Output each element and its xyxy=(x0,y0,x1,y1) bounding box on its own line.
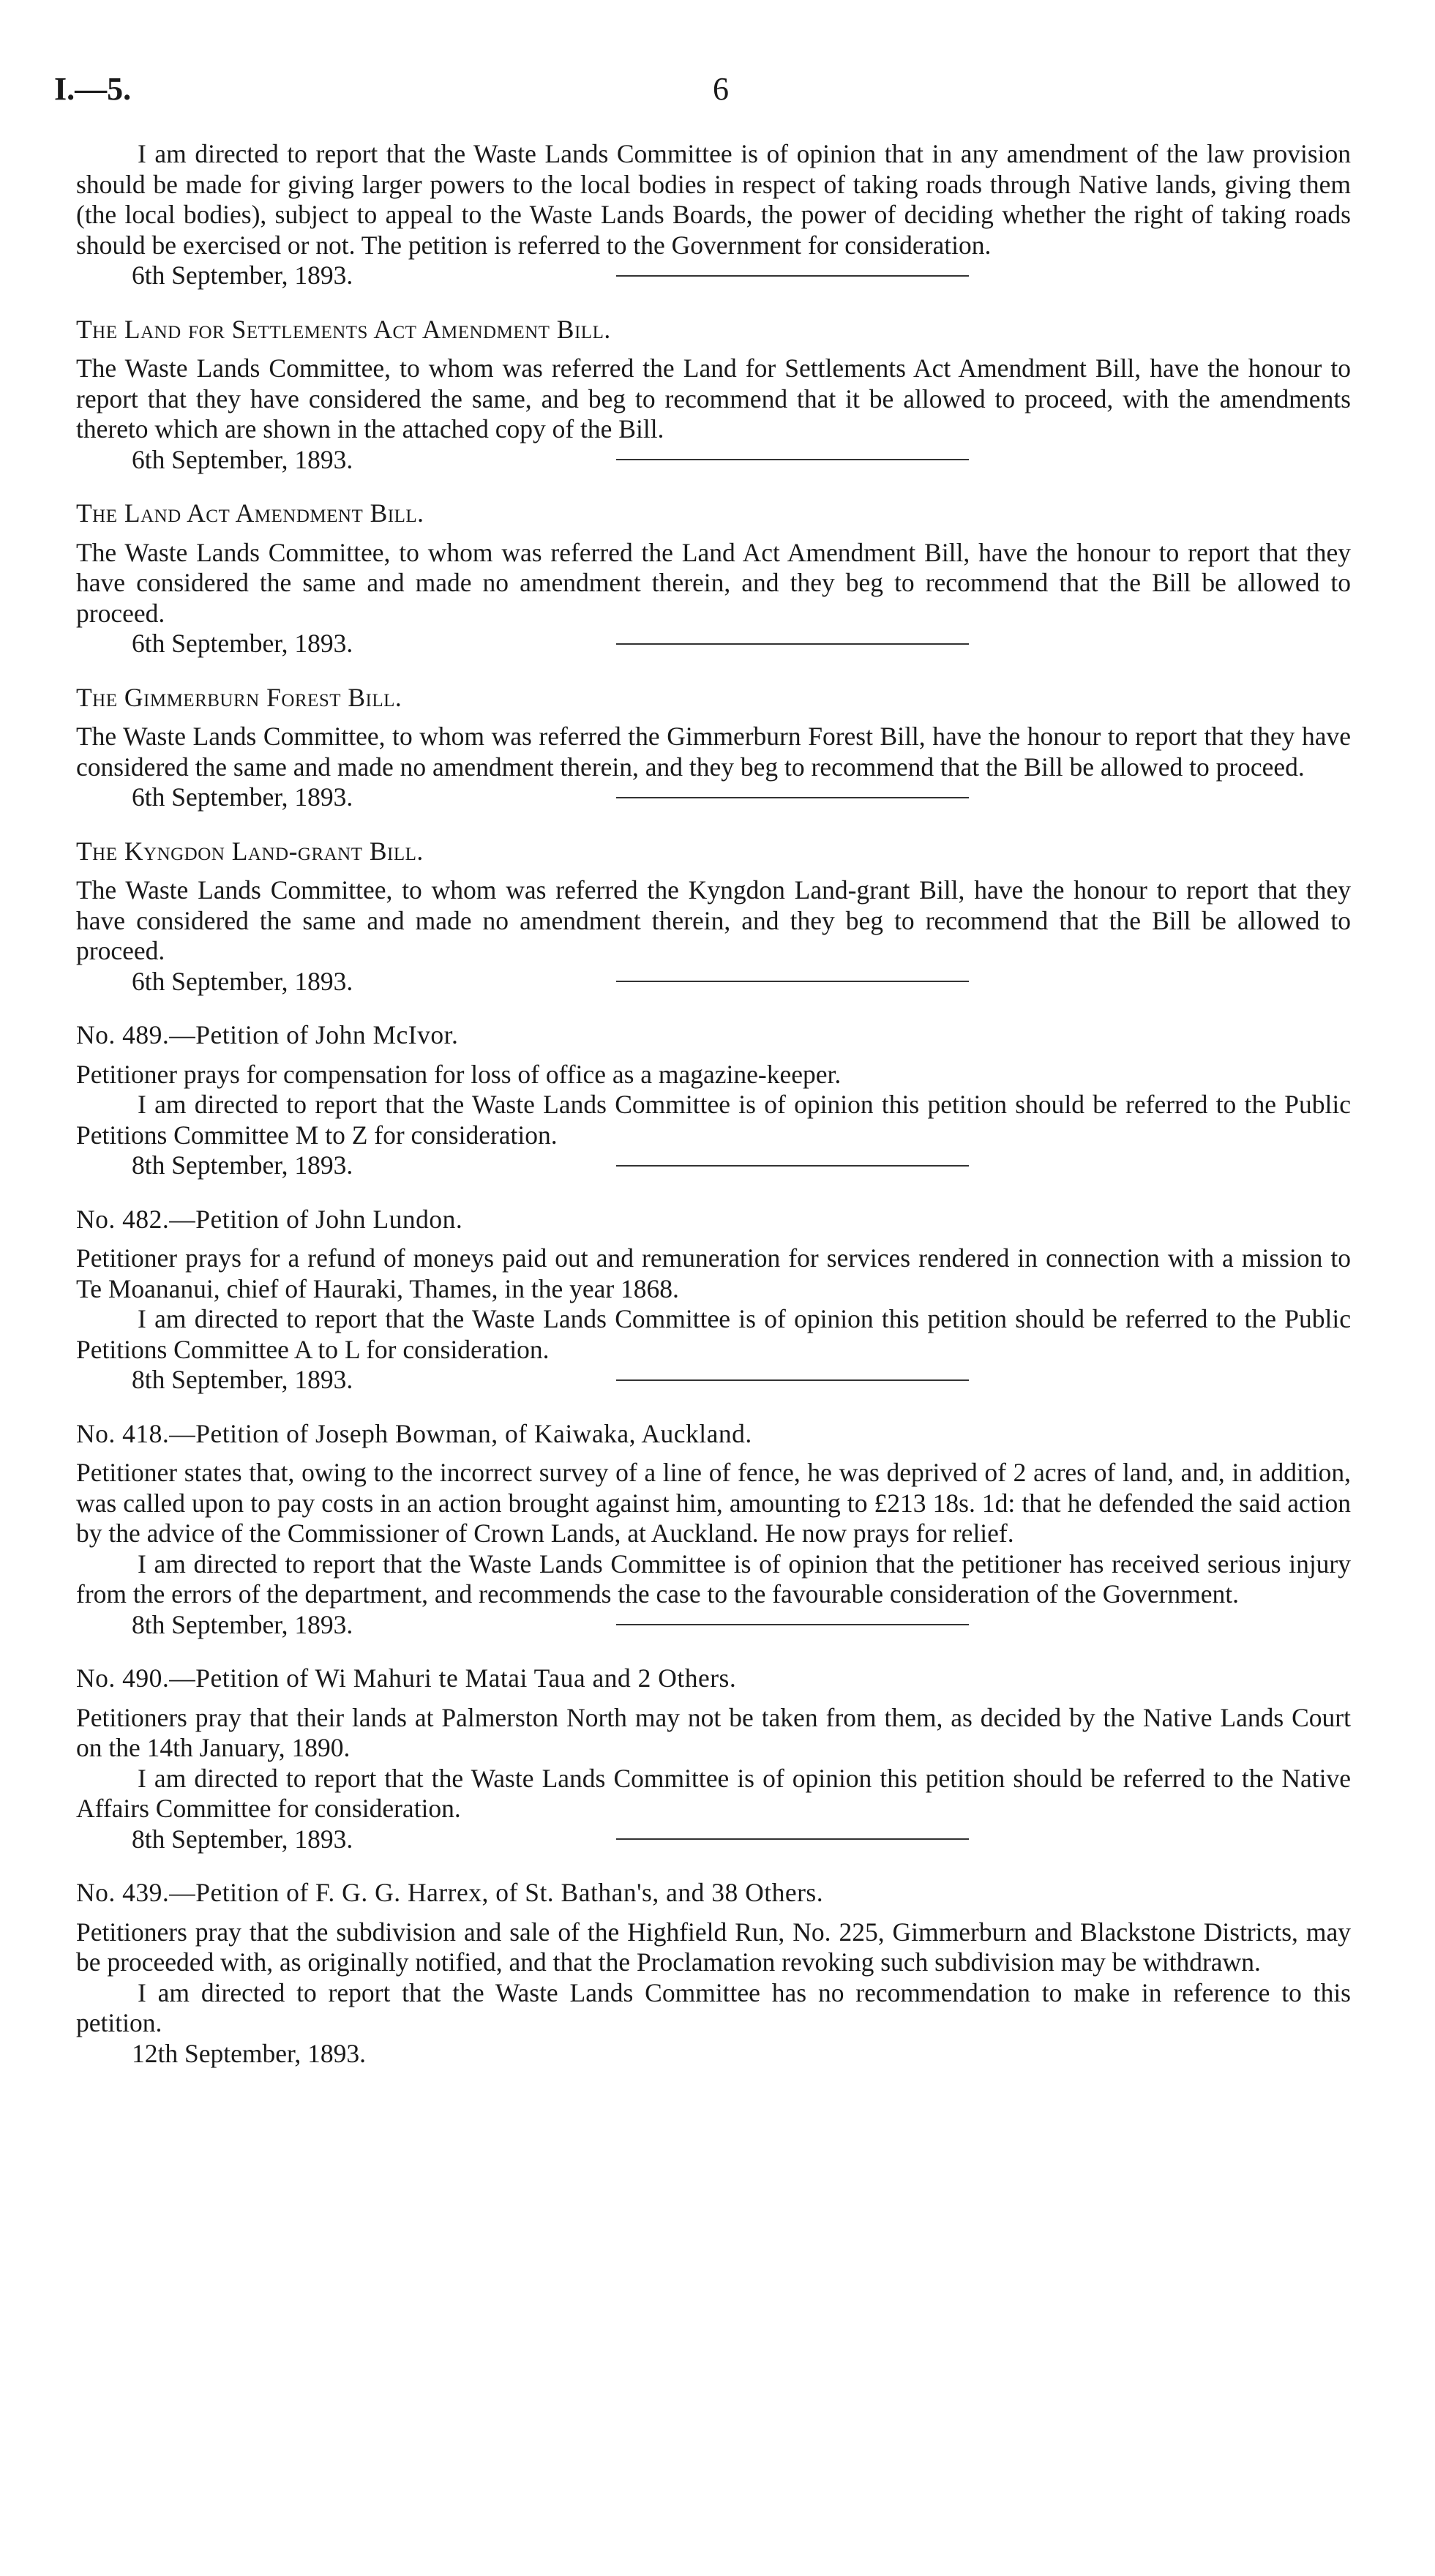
section-divider xyxy=(616,643,969,645)
section-heading: The Gimmerburn Forest Bill. xyxy=(76,682,402,712)
section-paragraph: Petitioners pray that the subdivision and sale of the Highfield Run, No. 225, Gimmerburn and Blackstone Districts, may be proceeded with, as originally notified, and that the Proclamation revoking such subdivision may be withdrawn. xyxy=(76,1917,1351,1977)
report-date: 6th September, 1893. xyxy=(132,261,353,290)
section-paragraph: The Waste Lands Committee, to whom was referred the Land for Settlements Act Amendment Bill, have the honour to report that they have considered the same, and beg to recommend that it be allowed to proceed, with the amendments thereto which are shown in the attached copy of the Bill. xyxy=(76,353,1351,443)
section-divider xyxy=(616,1379,969,1381)
section-paragraph: I am directed to report that the Waste Lands Committee is of opinion this petition should be referred to the Public Petitions Committee M to Z for consideration. xyxy=(76,1090,1351,1150)
section-divider xyxy=(616,459,969,460)
section-paragraph: The Waste Lands Committee, to whom was referred the Gimmerburn Forest Bill, have the honour to report that they have considered the same and made no amendment therein, and they beg to recommend that the Bill be allowed to proceed. xyxy=(76,722,1351,782)
section-divider xyxy=(616,1838,969,1840)
page-header xyxy=(54,70,1357,114)
report-section xyxy=(76,315,1351,476)
date-line xyxy=(76,629,1351,659)
report-date: 8th September, 1893. xyxy=(132,1824,353,1854)
date-line xyxy=(76,1365,1351,1396)
section-paragraph: The Waste Lands Committee, to whom was referred the Kyngdon Land-grant Bill, have the honour to report that they have considered the same and made no amendment therein, and they beg to recommend that the Bill be allowed to proceed. xyxy=(76,875,1351,965)
section-heading: No. 489.—Petition of John McIvor. xyxy=(76,1020,459,1049)
report-section xyxy=(76,683,1351,813)
section-heading: No. 439.—Petition of F. G. G. Harrex, of St. Bathan's, and 38 Others. xyxy=(76,1878,824,1907)
report-section xyxy=(76,1419,1351,1641)
report-section xyxy=(76,1663,1351,1854)
section-paragraph: I am directed to report that the Waste Lands Committee is of opinion that the petitioner has received serious injury from the errors of the department, and recommends the case to the favourable consideration of the Government. xyxy=(76,1549,1351,1609)
section-paragraph: I am directed to report that the Waste Lands Committee is of opinion this petition should be referred to the Public Petitions Committee A to L for consideration. xyxy=(76,1304,1351,1364)
section-paragraph: Petitioner states that, owing to the incorrect survey of a line of fence, he was deprived of 2 acres of land, and, in addition, was called upon to pay costs in an action brought against him, amounting to £213 18s. 1d: that he defended the said action by the advice of the Commissioner of Crown Lands, at Auckland. He now prays for relief. xyxy=(76,1458,1351,1548)
section-paragraph: Petitioner prays for compensation for loss of office as a magazine-keeper. xyxy=(76,1059,842,1089)
intro-section xyxy=(76,139,1351,291)
date-line xyxy=(76,782,1351,813)
section-paragraph: The Waste Lands Committee, to whom was referred the Land Act Amendment Bill, have the honour to report that they have considered the same and made no amendment therein, and they beg to recommend that the Bill be allowed to proceed. xyxy=(76,537,1351,628)
section-divider xyxy=(616,797,969,798)
date-line xyxy=(76,967,1351,997)
report-section xyxy=(76,1205,1351,1396)
date-line xyxy=(76,445,1351,476)
section-paragraph: I am directed to report that the Waste Lands Committee is of opinion this petition should be referred to the Native Affairs Committee for consideration. xyxy=(76,1763,1351,1823)
report-date: 8th September, 1893. xyxy=(132,1609,353,1639)
document-body xyxy=(76,139,1351,2069)
section-divider xyxy=(616,981,969,982)
report-date: 6th September, 1893. xyxy=(132,782,353,812)
section-heading: The Land Act Amendment Bill. xyxy=(76,498,424,528)
date-line xyxy=(76,2039,1351,2070)
section-heading: No. 482.—Petition of John Lundon. xyxy=(76,1204,463,1234)
report-date: 6th September, 1893. xyxy=(132,966,353,996)
section-heading: No. 418.—Petition of Joseph Bowman, of Kaiwaka, Auckland. xyxy=(76,1418,752,1448)
section-paragraph: Petitioner prays for a refund of moneys paid out and remuneration for services rendered in connection with a mission to Te Moananui, chief of Hauraki, Thames, in the year 1868. xyxy=(76,1243,1351,1303)
report-section xyxy=(76,836,1351,997)
date-line xyxy=(76,1150,1351,1181)
date-line xyxy=(76,1824,1351,1855)
report-date: 6th September, 1893. xyxy=(132,629,353,658)
date-line xyxy=(76,261,1351,291)
intro-paragraph: I am directed to report that the Waste Lands Committee is of opinion that in any amendment of the law provision should be made for giving larger powers to the local bodies in respect of taking roads through Native lands, giving them (the local bodies), subject to appeal to the Waste Lands Boards, the power of deciding whether the right of taking roads should be exercised or not. The petition is referred to the Government for consideration. xyxy=(76,139,1351,260)
section-heading: The Kyngdon Land-grant Bill. xyxy=(76,836,424,866)
report-date: 8th September, 1893. xyxy=(132,1365,353,1394)
section-divider xyxy=(616,1165,969,1167)
date-line xyxy=(76,1610,1351,1641)
section-paragraph: Petitioners pray that their lands at Palmerston North may not be taken from them, as decided by the Native Lands Court on the 14th January, 1890. xyxy=(76,1702,1351,1762)
section-heading: The Land for Settlements Act Amendment Bill. xyxy=(76,314,611,344)
section-heading: No. 490.—Petition of Wi Mahuri te Matai Taua and 2 Others. xyxy=(76,1663,737,1693)
section-divider xyxy=(616,275,969,277)
report-section xyxy=(76,498,1351,659)
report-date: 12th September, 1893. xyxy=(132,2038,367,2068)
report-date: 8th September, 1893. xyxy=(132,1150,353,1180)
page-reference: I.—5. xyxy=(54,71,132,107)
report-section xyxy=(76,1020,1351,1181)
page-number: 6 xyxy=(713,71,729,107)
report-date: 6th September, 1893. xyxy=(132,444,353,474)
section-divider xyxy=(616,1624,969,1625)
report-section xyxy=(76,1878,1351,2069)
section-paragraph: I am directed to report that the Waste Lands Committee has no recommendation to make in reference to this petition. xyxy=(76,1977,1351,2037)
